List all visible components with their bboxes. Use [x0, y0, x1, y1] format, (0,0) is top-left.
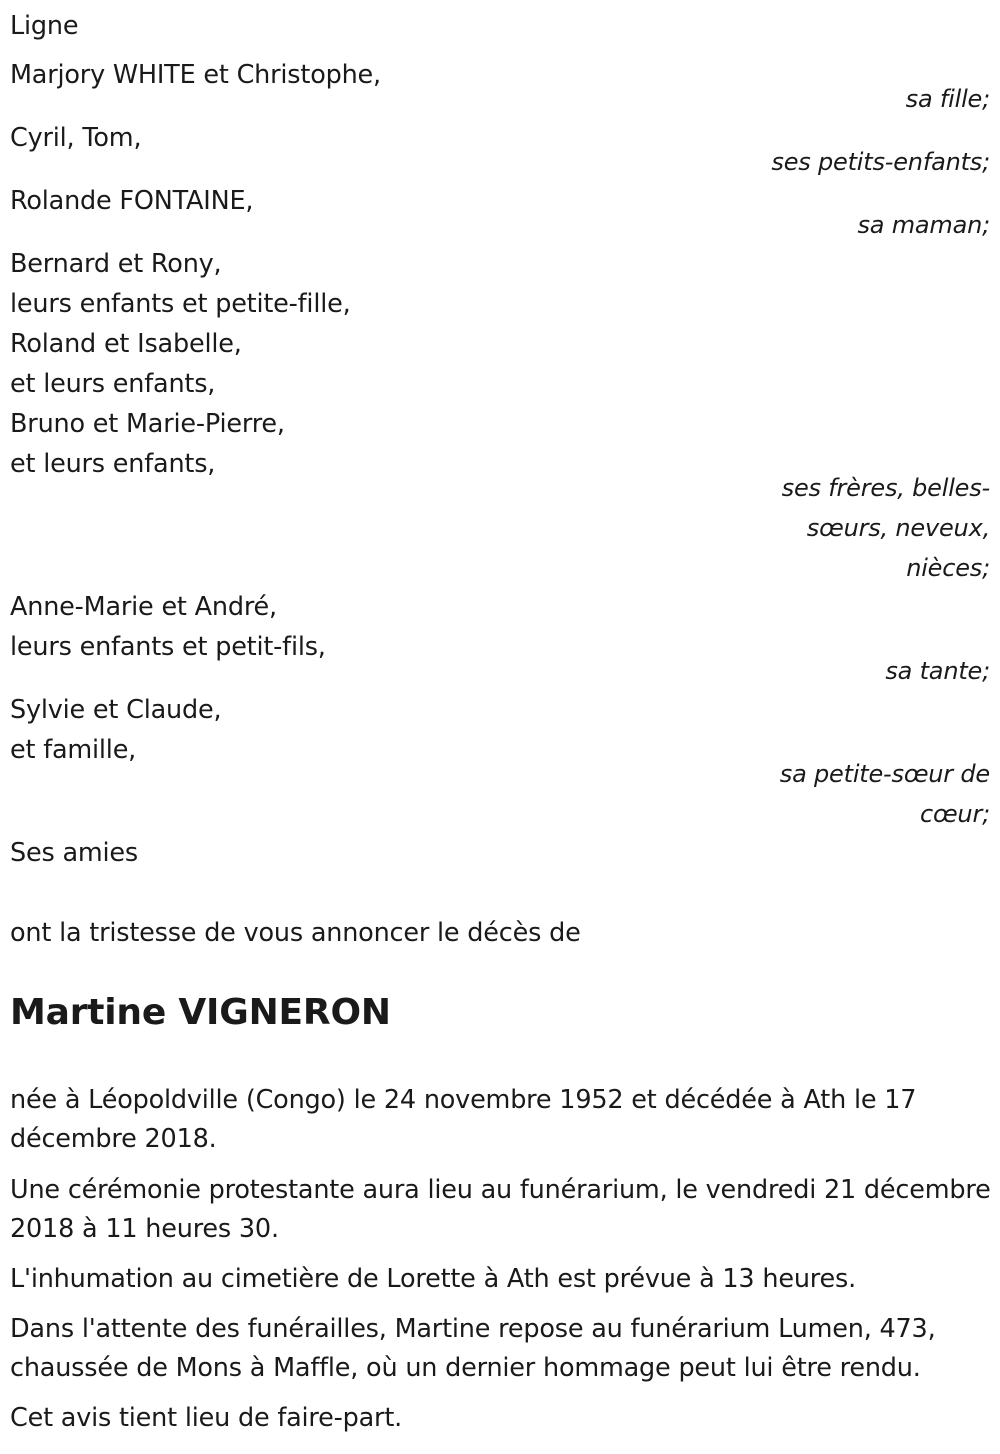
family-name-line: leurs enfants et petite-fille, [10, 289, 351, 319]
family-name-line: Bruno et Marie-Pierre, [10, 409, 285, 439]
deceased-name: Martine VIGNERON [10, 992, 391, 1033]
family-name-line: leurs enfants et petit-fils, [10, 632, 326, 662]
family-relation: cœur; [919, 800, 990, 828]
family-name-line: Sylvie et Claude, [10, 695, 222, 725]
family-name-line: Rolande FONTAINE, [10, 186, 254, 216]
family-name-line: et leurs enfants, [10, 369, 216, 399]
family-relation: sa tante; [885, 657, 990, 685]
visitation-paragraph: Dans l'attente des funérailles, Martine repose au funérarium Lumen, 473, chaussée de Mons à Maffle, où un dernier hommage peut lui être rendu. [10, 1314, 936, 1383]
announcement-text: ont la tristesse de vous annoncer le décès de [10, 918, 581, 948]
family-name-line: et leurs enfants, [10, 449, 216, 479]
family-name-line: Bernard et Rony, [10, 249, 222, 279]
family-name-line: Cyril, Tom, [10, 123, 142, 153]
header-label: Ligne [10, 11, 79, 41]
family-relation: sœurs, neveux, [806, 514, 990, 542]
family-name-line: Roland et Isabelle, [10, 329, 242, 359]
family-relation: ses petits-enfants; [771, 148, 990, 176]
burial-paragraph: L'inhumation au cimetière de Lorette à Ath est prévue à 13 heures. [10, 1264, 856, 1294]
family-name-line: Marjory WHITE et Christophe, [10, 60, 381, 90]
closing-paragraph: Cet avis tient lieu de faire-part. [10, 1403, 403, 1433]
family-relation: sa fille; [905, 85, 990, 113]
family-relation: sa maman; [857, 211, 990, 239]
ceremony-paragraph: Une cérémonie protestante aura lieu au funérarium, le vendredi 21 décembre 2018 à 11 heures 30. [10, 1175, 991, 1244]
family-relation: ses frères, belles- [781, 474, 990, 502]
family-relation: nièces; [906, 554, 990, 582]
family-name-line: Anne-Marie et André, [10, 592, 277, 622]
family-name-line: Ses amies [10, 838, 138, 868]
birth-death-paragraph: née à Léopoldville (Congo) le 24 novembre 1952 et décédée à Ath le 17 décembre 2018. [10, 1085, 917, 1154]
family-relation: sa petite-sœur de [779, 760, 990, 788]
family-name-line: et famille, [10, 735, 137, 765]
